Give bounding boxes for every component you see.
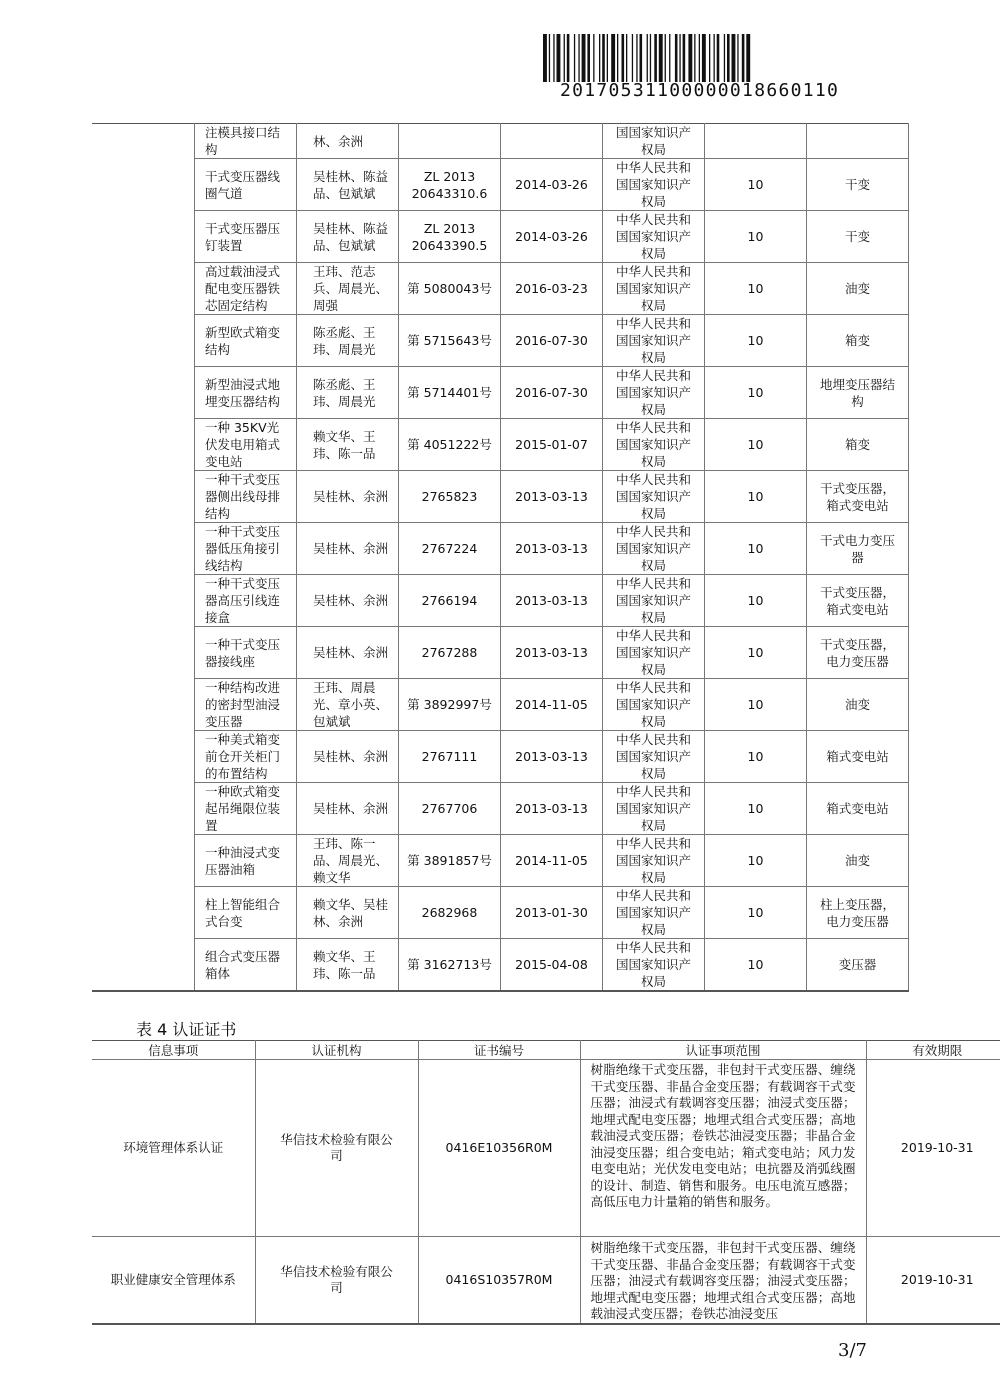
patent-inventors: 陈丞彪、王玮、周晨光	[297, 315, 399, 367]
patent-inventors: 吴桂林、余洲	[297, 523, 399, 575]
patent-authority: 中华人民共和国国家知识产权局	[603, 835, 705, 887]
table-row	[195, 887, 909, 939]
patent-date: 2013-03-13	[501, 731, 603, 783]
patent-years: 10	[705, 731, 807, 783]
patent-product: 箱式变电站	[807, 783, 909, 835]
certificate-table	[92, 1040, 1000, 1325]
patent-name: 组合式变压器箱体	[195, 939, 297, 992]
cert-number: 0416S10357R0M	[418, 1237, 580, 1325]
patent-authority: 中华人民共和国国家知识产权局	[603, 419, 705, 471]
patent-name: 高过载油浸式配电变压器铁芯固定结构	[195, 263, 297, 315]
patent-years: 10	[705, 419, 807, 471]
patent-date: 2013-03-13	[501, 471, 603, 523]
patent-authority: 中华人民共和国国家知识产权局	[603, 887, 705, 939]
patent-inventors: 王玮、周晨光、章小英、包斌斌	[297, 679, 399, 731]
patent-name: 新型油浸式地埋变压器结构	[195, 367, 297, 419]
patent-date: 2014-11-05	[501, 679, 603, 731]
table-row	[195, 523, 909, 575]
patent-years: 10	[705, 783, 807, 835]
cert-header-row	[92, 1041, 1000, 1060]
table-row	[195, 783, 909, 835]
patent-number: 2767224	[399, 523, 501, 575]
patent-number: 第 5714401号	[399, 367, 501, 419]
patent-years: 10	[705, 523, 807, 575]
patent-years: 10	[705, 575, 807, 627]
patent-inventors: 吴桂林、陈益品、包斌斌	[297, 211, 399, 263]
patent-name: 一种油浸式变压器油箱	[195, 835, 297, 887]
patent-inventors: 吴桂林、余洲	[297, 731, 399, 783]
patent-product: 油变	[807, 679, 909, 731]
patent-date: 2015-01-07	[501, 419, 603, 471]
patent-date: 2015-04-08	[501, 939, 603, 992]
cert-row	[92, 1237, 1000, 1325]
cert-item: 环境管理体系认证	[92, 1060, 255, 1237]
patent-years: 10	[705, 211, 807, 263]
table-row	[195, 315, 909, 367]
table-row	[195, 367, 909, 419]
table-row	[195, 263, 909, 315]
patent-date: 2013-03-13	[501, 783, 603, 835]
patent-number: ZL 2013 20643390.5	[399, 211, 501, 263]
page-number: 3/7	[838, 1340, 867, 1361]
patent-years: 10	[705, 627, 807, 679]
table-row	[195, 471, 909, 523]
patent-inventors: 赖文华、王玮、陈一品	[297, 419, 399, 471]
patent-product: 箱变	[807, 315, 909, 367]
table-row	[195, 211, 909, 263]
patent-inventors: 陈丞彪、王玮、周晨光	[297, 367, 399, 419]
table-row	[195, 419, 909, 471]
patent-number: 2767288	[399, 627, 501, 679]
patent-years: 10	[705, 315, 807, 367]
cert-org	[255, 1060, 418, 1237]
patent-inventors: 林、余洲	[297, 124, 399, 159]
patent-years: 10	[705, 835, 807, 887]
cert-expiry: 2019-10-31	[866, 1237, 1000, 1325]
patent-number: ZL 2013 20643310.6	[399, 159, 501, 211]
left-rule-bottom	[92, 990, 195, 992]
patent-date: 2016-07-30	[501, 315, 603, 367]
patent-name: 一种美式箱变前仓开关柜门的布置结构	[195, 731, 297, 783]
patent-product: 地埋变压器结构	[807, 367, 909, 419]
patent-years	[705, 124, 807, 159]
patent-authority: 中华人民共和国国家知识产权局	[603, 211, 705, 263]
table-row	[195, 939, 909, 992]
patent-inventors: 吴桂林、陈益品、包斌斌	[297, 159, 399, 211]
patent-years: 10	[705, 679, 807, 731]
patent-date	[501, 124, 603, 159]
table-row	[195, 679, 909, 731]
patent-number: 第 3891857号	[399, 835, 501, 887]
patent-name: 干式变压器压钉装置	[195, 211, 297, 263]
patent-name: 注模具接口结构	[195, 124, 297, 159]
table-row	[195, 731, 909, 783]
header-cert-number: 证书编号	[418, 1041, 580, 1060]
table-row	[195, 124, 909, 159]
patent-inventors: 吴桂林、余洲	[297, 575, 399, 627]
patent-inventors: 赖文华、王玮、陈一品	[297, 939, 399, 992]
header-cert-scope: 认证事项范围	[580, 1041, 866, 1060]
table-row	[195, 159, 909, 211]
patent-inventors: 赖文华、吴桂林、余洲	[297, 887, 399, 939]
patent-inventors: 吴桂林、余洲	[297, 783, 399, 835]
patent-product: 箱变	[807, 419, 909, 471]
patent-number: 2767111	[399, 731, 501, 783]
patent-number: 2682968	[399, 887, 501, 939]
patent-name: 一种干式变压器低压角接引线结构	[195, 523, 297, 575]
patent-date: 2013-03-13	[501, 627, 603, 679]
patent-years: 10	[705, 367, 807, 419]
patent-number: 2766194	[399, 575, 501, 627]
patent-number: 2765823	[399, 471, 501, 523]
table-row	[195, 627, 909, 679]
patent-product: 油变	[807, 263, 909, 315]
cert-org	[255, 1237, 418, 1325]
cert-number: 0416E10356R0M	[418, 1060, 580, 1237]
patent-number: 第 5080043号	[399, 263, 501, 315]
patent-number: 第 3162713号	[399, 939, 501, 992]
patent-years: 10	[705, 939, 807, 992]
cert-org-text: 华信技术检验有限公司	[280, 1263, 393, 1295]
patent-authority: 中华人民共和国国家知识产权局	[603, 471, 705, 523]
patent-years: 10	[705, 471, 807, 523]
patent-date: 2014-03-26	[501, 211, 603, 263]
patent-authority: 中华人民共和国国家知识产权局	[603, 159, 705, 211]
cert-expiry: 2019-10-31	[866, 1060, 1000, 1237]
patent-number: 第 4051222号	[399, 419, 501, 471]
patent-product	[807, 124, 909, 159]
header-expiry: 有效期限	[866, 1041, 1000, 1060]
patent-authority: 中华人民共和国国家知识产权局	[603, 263, 705, 315]
patent-table	[194, 123, 909, 992]
patent-name: 一种结构改进的密封型油浸变压器	[195, 679, 297, 731]
patent-date: 2013-01-30	[501, 887, 603, 939]
patent-name: 干式变压器线圈气道	[195, 159, 297, 211]
table-row	[195, 575, 909, 627]
patent-product: 干式变压器，箱式变电站	[807, 471, 909, 523]
patent-inventors: 王玮、范志兵、周晨光、周强	[297, 263, 399, 315]
patent-authority: 中华人民共和国国家知识产权局	[603, 627, 705, 679]
patent-authority: 中华人民共和国国家知识产权局	[603, 367, 705, 419]
patent-name: 一种干式变压器高压引线连接盒	[195, 575, 297, 627]
cert-scope: 树脂绝缘干式变压器，非包封干式变压器、缠绕干式变压器、非晶合金变压器；有载调容干式变压器；油浸式有载调容变压器；油浸式变压器；地埋式配电变压器；地埋式组合式变压器；高地载油浸式变压器；卷铁芯油浸变压器；非晶合金油浸变压器；组合变电站；箱式变电站；风力发电变电站；光伏发电变电站；电抗器及消弧线圈的设计、制造、销售和服务。电压电流互感器；高低压电力计量箱的销售和服务。	[580, 1060, 866, 1237]
patent-years: 10	[705, 887, 807, 939]
patent-authority: 中华人民共和国国家知识产权局	[603, 939, 705, 992]
patent-authority: 中华人民共和国国家知识产权局	[603, 783, 705, 835]
patent-authority: 国国家知识产权局	[603, 124, 705, 159]
cert-scope	[580, 1237, 866, 1325]
patent-authority: 中华人民共和国国家知识产权局	[603, 679, 705, 731]
header-info-item: 信息事项	[92, 1041, 255, 1060]
patent-product: 干式电力变压器	[807, 523, 909, 575]
patent-date: 2013-03-13	[501, 575, 603, 627]
patent-number: 第 5715643号	[399, 315, 501, 367]
patent-name: 一种欧式箱变起吊绳限位装置	[195, 783, 297, 835]
patent-inventors: 吴桂林、余洲	[297, 627, 399, 679]
patent-years: 10	[705, 159, 807, 211]
patent-inventors: 王玮、陈一品、周晨光、赖文华	[297, 835, 399, 887]
patent-product: 变压器	[807, 939, 909, 992]
patent-date: 2016-07-30	[501, 367, 603, 419]
left-rule-top	[92, 123, 195, 124]
patent-date: 2013-03-13	[501, 523, 603, 575]
table4-title: 表 4 认证证书	[136, 1020, 237, 1039]
patent-date: 2014-03-26	[501, 159, 603, 211]
patent-authority: 中华人民共和国国家知识产权局	[603, 315, 705, 367]
patent-name: 一种 35KV光伏发电用箱式变电站	[195, 419, 297, 471]
patent-name: 柱上智能组合式台变	[195, 887, 297, 939]
cert-org-text: 华信技术检验有限公司	[280, 1131, 393, 1163]
patent-date: 2014-11-05	[501, 835, 603, 887]
patent-product: 箱式变电站	[807, 731, 909, 783]
table-row	[195, 835, 909, 887]
patent-name: 新型欧式箱变结构	[195, 315, 297, 367]
patent-number: 2767706	[399, 783, 501, 835]
header-cert-org: 认证机构	[255, 1041, 418, 1060]
cert-item: 职业健康安全管理体系	[92, 1237, 255, 1325]
barcode-image	[543, 34, 855, 82]
patent-product: 干式变压器，电力变压器	[807, 627, 909, 679]
cert-row	[92, 1060, 1000, 1237]
patent-inventors: 吴桂林、余洲	[297, 471, 399, 523]
patent-name: 一种干式变压器接线座	[195, 627, 297, 679]
patent-product: 柱上变压器，电力变压器	[807, 887, 909, 939]
patent-number	[399, 124, 501, 159]
patent-number: 第 3892997号	[399, 679, 501, 731]
patent-authority: 中华人民共和国国家知识产权局	[603, 523, 705, 575]
patent-product: 油变	[807, 835, 909, 887]
patent-date: 2016-03-23	[501, 263, 603, 315]
cert-scope-text: 树脂绝缘干式变压器，非包封干式变压器、缠绕干式变压器、非晶合金变压器；有载调容干式变压器；油浸式有载调容变压器；油浸式变压器；地埋式配电变压器；地埋式组合式变压器；高地载油浸式变压器；卷铁芯油浸变压	[590, 1240, 856, 1321]
patent-years: 10	[705, 263, 807, 315]
patent-name: 一种干式变压器侧出线母排结构	[195, 471, 297, 523]
patent-product: 干变	[807, 159, 909, 211]
patent-authority: 中华人民共和国国家知识产权局	[603, 731, 705, 783]
barcode-number: 20170531100000018660110	[560, 80, 840, 101]
patent-product: 干式变压器，箱式变电站	[807, 575, 909, 627]
patent-authority: 中华人民共和国国家知识产权局	[603, 575, 705, 627]
patent-product: 干变	[807, 211, 909, 263]
